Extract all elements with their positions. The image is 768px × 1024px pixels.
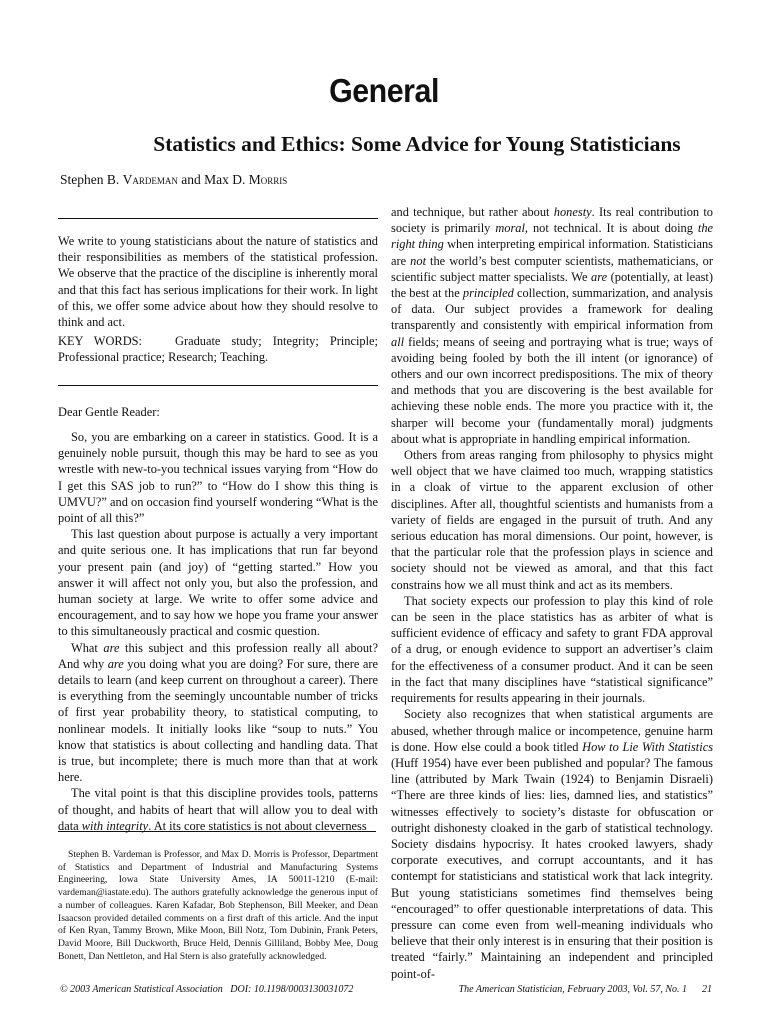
text-run: the world’s best computer scientists, mathematicians, or scientific subject matter specialists. We [391, 253, 713, 284]
emphasis: principled [462, 286, 514, 301]
author-line [60, 172, 287, 188]
abstract-bottom-rule [58, 385, 378, 386]
author-1-last: Vardeman [122, 172, 178, 187]
author-footnote: Stephen B. Vardeman is Professor, and Max D. Morris is Professor, Department of Statistics and Department of Industrial and Manufacturing Systems Engineering, Iowa State University Ames, IA 50011-1210 (E-mail: vardeman@iastate.edu). The authors gratefully acknowledge the generous input of a number of colleagues. Karen Kafadar, Bob Stephenson, Bill Meeker, and Dean Isaacson provided detailed comments on a first draft of this article. And the input of Ken Ryan, Tammy Brown, Mike Moon, Bill Notz, Tom Dubinin, Frank Peters, David Moore, Bill Duckworth, Bruce Held, Dennis Gilliland, Bobby Mee, Doug Bonett, Dan Nettleton, and Hal Stern is also gratefully acknowledged. [58, 849, 378, 962]
text-run: What [71, 640, 104, 655]
keywords-text: KEY WORDS: Graduate study; Integrity; Principle; Professional practice; Research; Teaching. [58, 334, 378, 365]
emphasis: moral [495, 221, 525, 236]
abstract-text: We write to young statisticians about the nature of statistics and their responsibilities as members of the statistical profession. We observe that the practice of the discipline is inherently moral and that this fact has serious implications for their work. In light of this, we offer some advice about how they should resolve to think and act. [58, 234, 378, 330]
salutation-text: Dear Gentle Reader: [58, 405, 160, 419]
text-run: fields; means of seeing and portraying what is true; ways of avoiding being fooled by both the ill intent (or ignorance) of others and our own incorrect predispositions. The mix of theory and methods that you are discovering is the best available for achieving these noble ends. The more you practice with it, the sharper will become your (fundamentally moral) judgments about what is appropriate in handling empirical information. [391, 334, 713, 446]
keywords [58, 333, 378, 365]
text-run: . Its real contribution to society is primarily [391, 205, 713, 236]
section-heading: General [329, 72, 439, 109]
text-run: (potentially, at least) the best at the [391, 269, 713, 301]
abstract-top-rule [58, 218, 378, 219]
emphasis: with integrity [81, 818, 149, 833]
footnote-rule [58, 831, 376, 832]
text-run: when interpreting empirical information. Statisticians are [391, 237, 713, 268]
footer-journal: The American Statistician, February 2003, Vol. 57, No. 1 21 [458, 984, 712, 995]
paragraph [391, 706, 713, 981]
text-run: (Huff 1954) have ever been published and popular? The famous line (attributed by Mark Twain (1924) to Benjamin Disraeli) “There are three kinds of lies: lies, damned lies, and statistics” witnesses effectively to society’s distaste for obfuscation or outright dishonesty cloaked in the garb of statistical technology. Society disdains hypocrisy. It hates crooked lawyers, shady corporate executives, and corrupt accountants, and it has contempt for statisticians and statistical work that lack integrity. But young statisticians sometimes find themselves being “encouraged” to offer questionable interpretations of data. This pressure can come even from well-meaning individuals who believe that their only interest is in ensuring that their position is treated “fairly.” Maintaining an independent and principled point-of- [391, 755, 713, 981]
text-run: this subject and this profession really all about? And why [58, 640, 379, 671]
emphasis: How to Lie With Statistics [582, 739, 714, 754]
paragraph: So, you are embarking on a career in statistics. Good. It is a genuinely noble pursuit, though this may be hard to see as you wrestle with new-to-you technical issues varying from “How do I get this SAS job to run?” to “How do I show this thing is UMVU?” and on occasion find yourself wondering “What is the point of all this?” [58, 430, 378, 526]
author-2-last: Morris [248, 172, 288, 187]
text-run: . At its core statistics is not about cleverness [148, 818, 367, 833]
emphasis: are [103, 640, 120, 655]
emphasis: all [391, 334, 405, 349]
text-run: , not technical. It is about doing [524, 221, 698, 236]
salutation [58, 404, 378, 420]
emphasis: the right thing [391, 221, 714, 252]
paragraph: This last question about purpose is actually a very important and quite serious one. It has implications that run far beyond your present pain (and joy) of “getting started.” How you answer it will affect not only you, but also the profession, and human society at large. We write to offer some advice and encouragement, and to say how we hope you frame your answer to this simultaneously practical and cosmic question. [58, 527, 378, 639]
text-run: collection, summarization, and analysis of data. Our subject provides a framework for dealing transparently and consistently with empirical information from [391, 286, 713, 333]
paragraph: That society expects our profession to play this kind of role can be seen in the place statistics has as arbiter of what is sufficient evidence of efficacy and safety to grant FDA approval of a drug, or enough evidence to support an advertiser’s claim for the effectiveness of a consumer product. And it can be seen in the fact that many disciplines have “statistical significance” requirements for results appearing in their journals. [391, 593, 713, 706]
emphasis: honesty [553, 205, 592, 219]
paragraph [58, 785, 378, 834]
text-run: The vital point is that this discipline provides tools, patterns of thought, and habits of heart that will allow you to deal with data [58, 786, 378, 833]
text-run: you doing what you are doing? For sure, there are details to learn (and keep current on throughout a career). There is everything from the seemingly uncountable number of tricks of first year probability theory, to statistical computing, to nonlinear models. It initially looks like “soup to nuts.” You know that statistics is about collecting and handling data. That is true, but incomplete; there is much more than that at work here. [58, 656, 379, 785]
text-run: Society also recognizes that when statistical arguments are abused, whether through malice or incompetence, genuine harm is done. How else could a book titled [391, 707, 713, 754]
paragraph: Others from areas ranging from philosophy to physics might well object that we have claimed too much, wrapping statistics in a cloak of virtue to the apparent exclusion of other disciplines. After all, thoughtful scientists and humanists from a variety of fields are engaged in the pursuit of truth. And any serious education has moral dimensions. Our point, however, is that the particular role that the profession plays in science and society should not be viewed as amoral, and that this fact constrains how we all must think and act as its members. [391, 448, 713, 592]
author-1-first: Stephen B. [60, 172, 123, 187]
paragraph [58, 640, 378, 786]
article-title: Statistics and Ethics: Some Advice for Young Statisticians [153, 132, 681, 156]
right-column-body [391, 204, 713, 982]
left-column-body [58, 429, 378, 834]
footer-copyright: © 2003 American Statistical Association DOI: 10.1198/0003130031072 [60, 984, 354, 995]
emphasis: are [107, 656, 124, 671]
author-conjunction: and Max D. [177, 172, 249, 187]
abstract [58, 233, 378, 330]
text-run: and technique, but rather about [391, 205, 554, 219]
emphasis: are [591, 269, 608, 284]
paragraph [391, 204, 713, 447]
emphasis: not [410, 253, 427, 268]
